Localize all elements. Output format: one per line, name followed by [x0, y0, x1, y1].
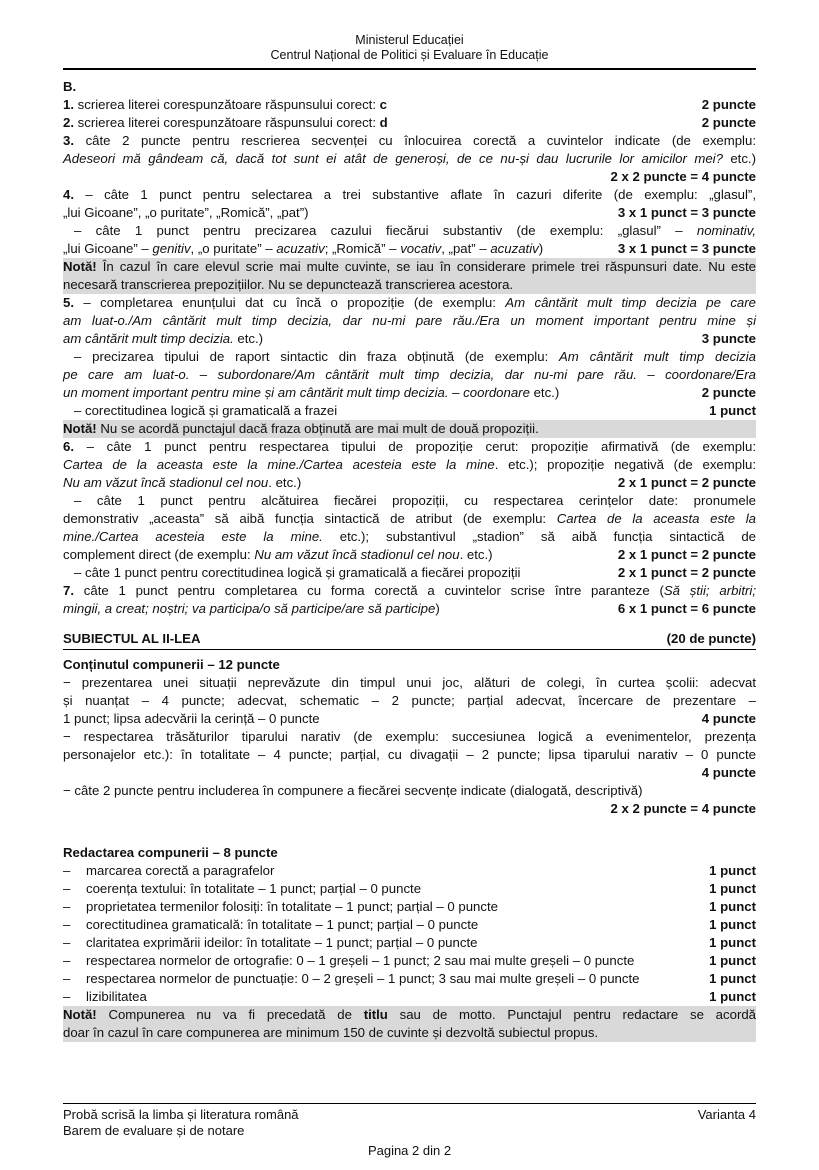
- line-text: [74, 402, 337, 420]
- text-segment: , „pat” –: [441, 241, 491, 256]
- points-segment: 3 puncte: [701, 331, 756, 346]
- points-segment: 2 x 1 punct = 2 puncte: [617, 475, 756, 490]
- text-line: [63, 528, 756, 546]
- text-segment: câte 1 punct pentru completarea cu forma corectă a cuvintelor scrise între paranteze (: [74, 583, 664, 598]
- text-line: [63, 402, 756, 420]
- text-segment: − prezentarea unei situații neprevăzute din timpul unui joc, alături de colegi, în curtea școlii: adecvat: [63, 675, 756, 690]
- points-segment: 1 punct: [709, 935, 756, 950]
- text-segment: sau de motto. Punctajul pentru redactare se acordă: [387, 1007, 757, 1022]
- points-label: [703, 988, 756, 1006]
- text-line: [63, 258, 756, 276]
- spacer: [63, 618, 756, 630]
- points-segment: 1 punct: [709, 899, 756, 914]
- line-text: [63, 880, 421, 898]
- text-segment: lizibilitatea: [86, 989, 147, 1004]
- text-segment: ; „Romică” –: [324, 241, 401, 256]
- text-line: [63, 150, 756, 168]
- line-text: [63, 952, 634, 970]
- footer-exam-title: Probă scrisă la limba și literatura română: [63, 1107, 299, 1122]
- text-line: [63, 692, 756, 710]
- text-line: [63, 710, 756, 728]
- points-label: [612, 474, 756, 492]
- text-segment: – precizarea tipului de raport sintactic din fraza obținută (de exemplu:: [74, 349, 560, 364]
- text-segment: 2 x 2 puncte = 4 puncte: [610, 169, 756, 184]
- text-segment: – câte 1 punct pentru alcătuirea fiecărei propoziții, cu respectarea cerințelor date: pronumele: [74, 493, 756, 508]
- text-segment: – câte 1 punct pentru respectarea tipului de propoziție cerut: propoziție afirmativă (de exemplu:: [74, 439, 756, 454]
- paragraph-block: [63, 844, 756, 1006]
- text-segment: scrierea literei corespunzătoare răspunsului corect:: [74, 97, 380, 112]
- text-segment: – câte 1 punct pentru corectitudinea logică și gramaticală a fiecărei propoziții: [74, 565, 521, 580]
- line-text: [63, 474, 301, 492]
- list-dash: –: [63, 953, 71, 968]
- text-segment: Conținutul compunerii – 12 puncte: [63, 657, 280, 672]
- text-segment: 1.: [63, 97, 74, 112]
- text-segment: titlu: [363, 1007, 388, 1022]
- text-line: [63, 600, 756, 618]
- section-points: [667, 630, 756, 648]
- line-text: [74, 564, 520, 582]
- text-line: [63, 384, 756, 402]
- line-text: [63, 240, 543, 258]
- text-line: [63, 456, 756, 474]
- points-segment: 6 x 1 punct = 6 puncte: [617, 601, 756, 616]
- text-line: [63, 222, 756, 240]
- line-text: [63, 546, 493, 564]
- points-segment: 1 punct: [709, 989, 756, 1004]
- text-segment: 4 puncte: [701, 765, 756, 780]
- text-segment: 6.: [63, 439, 74, 454]
- line-text: [63, 114, 388, 132]
- paragraph-block: [63, 656, 756, 818]
- text-line: [63, 420, 756, 438]
- text-segment: Cartea de la aceasta este la: [556, 511, 756, 526]
- note-block: [63, 258, 756, 294]
- text-segment: 7.: [63, 583, 74, 598]
- footer-doc-type: Barem de evaluare și de notare: [63, 1123, 245, 1138]
- text-segment: etc.); substantivul „stadion” să aibă funcția sintactică de: [322, 529, 756, 544]
- points-segment: 2 puncte: [701, 97, 756, 112]
- text-segment: demonstrativ „aceasta” să aibă funcția sintactică de atribut (de exemplu:: [63, 511, 557, 526]
- text-segment: – câte 1 punct pentru selectarea a trei substantive aflate în cazuri diferite (de exemplu: „glasul”,: [74, 187, 756, 202]
- text-line: [63, 728, 756, 746]
- text-segment: Compunerea nu va fi precedată de: [96, 1007, 364, 1022]
- text-segment: c: [379, 97, 388, 112]
- line-text: [63, 204, 309, 222]
- text-segment: Cartea de la aceasta este la mine./Cartea acesteia este la mine: [63, 457, 495, 472]
- line-text: [63, 600, 440, 618]
- line-text: [63, 862, 274, 880]
- points-segment: 2 puncte: [701, 385, 756, 400]
- list-dash: –: [63, 971, 71, 986]
- text-segment: câte 2 puncte pentru rescrierea secvenței cu înlocuirea corectă a cuvintelor indicate (de exemplu:: [74, 133, 756, 148]
- line-text: [63, 384, 559, 402]
- text-line: [63, 898, 756, 916]
- text-segment: ): [435, 601, 440, 616]
- points-segment: 1 punct: [709, 881, 756, 896]
- text-segment: corectitudinea gramaticală: în totalitate – 1 punct; parțial – 0 puncte: [86, 917, 479, 932]
- header-center: Centrul Național de Politici și Evaluare în Educație: [270, 48, 549, 62]
- text-segment: − câte 2 puncte pentru includerea în compunere a fiecărei secvențe indicate (dialogată, descriptivă): [63, 783, 643, 798]
- line-text: [63, 988, 147, 1006]
- text-line: [63, 438, 756, 456]
- text-line: [63, 204, 756, 222]
- list-dash: –: [63, 899, 71, 914]
- points-segment: 1 punct: [709, 917, 756, 932]
- line-text: [63, 710, 320, 728]
- points-label: [703, 970, 756, 988]
- text-segment: claritatea exprimării ideilor: în totalitate – 1 punct; parțial – 0 puncte: [86, 935, 478, 950]
- text-line: [63, 348, 756, 366]
- text-segment: – corectitudinea logică și gramaticală a frazei: [74, 403, 338, 418]
- list-dash: –: [63, 881, 71, 896]
- points-segment: 1 punct: [709, 403, 756, 418]
- text-segment: B.: [63, 79, 77, 94]
- points-segment: 2 puncte: [701, 115, 756, 130]
- footer-row: [63, 1107, 756, 1123]
- page-footer: [63, 1103, 756, 1159]
- text-line: [63, 330, 756, 348]
- text-segment: mine./Cartea acesteia este la mine.: [63, 529, 323, 544]
- text-line: [63, 844, 756, 862]
- line-text: [63, 96, 387, 114]
- text-segment: – completarea enunțului dat cu încă o propoziție (de exemplu:: [74, 295, 506, 310]
- text-segment: . etc.); propoziție negativă (de exemplu:: [494, 457, 756, 472]
- text-segment: necesară transcrierea prepozițiilor. Nu se depunctează transcrierea acestora.: [63, 277, 514, 292]
- text-segment: Notă!: [63, 259, 97, 274]
- text-segment: personajelor etc.): în totalitate – 4 puncte; parțial, cu divagații – 2 puncte; lipsa tiparului narativ – 0 puncte: [63, 747, 756, 762]
- text-segment: doar în cazul în care compunerea are minimum 150 de cuvinte și dezvoltă subiectul propus.: [63, 1025, 599, 1040]
- text-segment: coerența textului: în totalitate – 1 punct; parțial – 0 puncte: [86, 881, 422, 896]
- text-segment: 5.: [63, 295, 74, 310]
- section-heading: [63, 630, 756, 650]
- points-segment: 2 x 1 punct = 2 puncte: [617, 547, 756, 562]
- text-line: [63, 1024, 756, 1042]
- page-header: [63, 0, 756, 70]
- text-segment: , „o puritate” –: [190, 241, 277, 256]
- points-label: [612, 204, 756, 222]
- text-segment: Adeseori mă gândeam că, dacă tot sunt ei atât de generoși, de ce nu-și dau lucrurile lor amicilor mei?: [63, 151, 723, 166]
- text-segment: complement direct (de exemplu:: [63, 547, 255, 562]
- points-label: [696, 96, 756, 114]
- text-segment: am cântărit mult timp decizia.: [63, 331, 234, 346]
- section-title: [63, 630, 201, 648]
- points-segment: 3 x 1 punct = 3 puncte: [617, 241, 756, 256]
- text-segment: acuzativ: [276, 241, 325, 256]
- points-label: [703, 916, 756, 934]
- points-segment: (20 de puncte): [666, 631, 756, 646]
- text-segment: etc.): [722, 151, 756, 166]
- text-segment: Nu am văzut încă stadionul cel nou: [63, 475, 269, 490]
- text-line: [63, 862, 756, 880]
- text-segment: vocativ: [400, 241, 442, 256]
- text-line: [63, 510, 756, 528]
- text-line: [63, 880, 756, 898]
- text-line: [63, 916, 756, 934]
- text-segment: . etc.): [268, 475, 302, 490]
- text-line: [63, 988, 756, 1006]
- text-segment: „lui Gicoane”, „o puritate”, „Romică”, „pat”): [63, 205, 309, 220]
- text-line: [63, 582, 756, 600]
- text-segment: acuzativ: [490, 241, 539, 256]
- text-segment: nominativ,: [696, 223, 756, 238]
- text-line: [63, 276, 756, 294]
- footer-page-number: Pagina 2 din 2: [367, 1143, 452, 1158]
- text-line: [63, 366, 756, 384]
- list-dash: –: [63, 989, 71, 1004]
- text-line: [63, 492, 756, 510]
- text-segment: 4.: [63, 187, 74, 202]
- points-segment: 1 punct: [709, 971, 756, 986]
- text-line: [63, 782, 756, 800]
- text-line: [63, 656, 756, 674]
- footer-variant: Varianta 4: [697, 1107, 756, 1122]
- text-segment: respectarea normelor de ortografie: 0 – 1 greșeli – 1 punct; 2 sau mai multe greșeli – 0 puncte: [86, 953, 635, 968]
- points-label: [703, 952, 756, 970]
- text-segment: Am cântărit mult timp decizia: [559, 349, 756, 364]
- text-segment: Nu am văzut încă stadionul cel nou: [254, 547, 460, 562]
- text-segment: 3.: [63, 133, 74, 148]
- text-segment: − respectarea trăsăturilor tiparului narativ (de exemplu: succesiunea logică a evenimentelor, prezența: [63, 729, 756, 744]
- text-line: [63, 970, 756, 988]
- text-segment: Notă!: [63, 1007, 97, 1022]
- points-label: [612, 564, 756, 582]
- text-line: [63, 312, 756, 330]
- points-label: [703, 880, 756, 898]
- text-line: [63, 168, 756, 186]
- text-segment: Notă!: [63, 421, 97, 436]
- text-segment: „lui Gicoane” –: [63, 241, 153, 256]
- text-segment: un moment important pentru mine și am cântărit mult timp decizia. – coordonare: [63, 385, 530, 400]
- text-line: [63, 746, 756, 764]
- text-line: [63, 186, 756, 204]
- points-label: [703, 934, 756, 952]
- text-segment: etc.): [529, 385, 560, 400]
- text-segment: 1 punct; lipsa adecvării la cerință – 0 puncte: [63, 711, 320, 726]
- spacer: [63, 818, 756, 844]
- text-segment: și nuanțat – 4 puncte; adecvat, schematic – 2 puncte; parțial adecvat, încercare de prezentare –: [63, 693, 756, 708]
- text-segment: . etc.): [459, 547, 493, 562]
- paragraph-block: [63, 78, 756, 258]
- text-line: [63, 294, 756, 312]
- document-body: [63, 78, 756, 1042]
- points-label: [703, 898, 756, 916]
- paragraph-block: [63, 294, 756, 420]
- text-segment: am luat-o./Am cântărit mult timp decizia, dar nu-mi pare rău./Era un moment important pentru mine și: [63, 313, 756, 328]
- text-segment: respectarea normelor de punctuație: 0 – 2 greșeli – 1 punct; 3 sau mai multe greșeli – 0 puncte: [86, 971, 640, 986]
- text-line: [63, 952, 756, 970]
- text-line: [63, 1006, 756, 1024]
- text-segment: Redactarea compunerii – 8 puncte: [63, 845, 278, 860]
- text-segment: ): [538, 241, 544, 256]
- text-segment: Nu se acordă punctajul dacă fraza obținută are mai mult de două propoziții.: [96, 421, 539, 436]
- text-segment: Am cântărit mult timp decizia pe care: [505, 295, 756, 310]
- text-line: [63, 78, 756, 96]
- text-line: [63, 764, 756, 782]
- points-label: [612, 240, 756, 258]
- note-block: [63, 420, 756, 438]
- note-block: [63, 1006, 756, 1042]
- points-label: [696, 114, 756, 132]
- text-segment: SUBIECTUL AL II-LEA: [63, 631, 201, 646]
- text-segment: scrierea literei corespunzătoare răspunsului corect:: [74, 115, 380, 130]
- list-dash: –: [63, 917, 71, 932]
- points-segment: 4 puncte: [701, 711, 756, 726]
- text-segment: marcarea corectă a paragrafelor: [86, 863, 275, 878]
- header-ministry: Ministerul Educației: [355, 33, 464, 47]
- points-label: [703, 862, 756, 880]
- text-line: [63, 564, 756, 582]
- points-segment: 2 x 1 punct = 2 puncte: [617, 565, 756, 580]
- points-label: [612, 600, 756, 618]
- text-segment: 2 x 2 puncte = 4 puncte: [610, 801, 756, 816]
- text-segment: genitiv: [152, 241, 191, 256]
- text-line: [63, 114, 756, 132]
- text-line: [63, 800, 756, 818]
- text-segment: – câte 1 punct pentru precizarea cazului fiecărui substantiv (de exemplu: „glasul” –: [74, 223, 697, 238]
- text-segment: 2.: [63, 115, 74, 130]
- paragraph-block: [63, 438, 756, 618]
- points-label: [612, 546, 756, 564]
- text-line: [63, 132, 756, 150]
- points-label: [703, 402, 756, 420]
- points-label: [696, 330, 756, 348]
- list-dash: –: [63, 935, 71, 950]
- list-dash: –: [63, 863, 71, 878]
- text-line: [63, 934, 756, 952]
- text-segment: Să știi; arbitri;: [663, 583, 756, 598]
- text-line: [63, 546, 756, 564]
- text-line: [63, 474, 756, 492]
- points-segment: 1 punct: [709, 953, 756, 968]
- points-label: [696, 384, 756, 402]
- text-segment: mingii, a creat; noștri; va participa/o să participe/are să participe: [63, 601, 436, 616]
- text-segment: etc.): [233, 331, 264, 346]
- points-segment: 1 punct: [709, 863, 756, 878]
- line-text: [63, 934, 477, 952]
- text-segment: În cazul în care elevul scrie mai multe cuvinte, se iau în considerare primele trei răspunsuri date. Nu este: [96, 259, 756, 274]
- text-line: [63, 674, 756, 692]
- line-text: [63, 970, 639, 988]
- text-segment: pe care am luat-o. – subordonare/Am cântărit mult timp decizia, dar nu-mi pare rău. – coordonare/Era: [63, 367, 756, 382]
- line-text: [63, 916, 478, 934]
- line-text: [63, 330, 263, 348]
- text-segment: d: [379, 115, 388, 130]
- points-segment: 3 x 1 punct = 3 puncte: [617, 205, 756, 220]
- text-line: [63, 240, 756, 258]
- line-text: [63, 898, 498, 916]
- text-segment: proprietatea termenilor folosiți: în totalitate – 1 punct; parțial – 0 puncte: [86, 899, 498, 914]
- text-line: [63, 96, 756, 114]
- points-label: [696, 710, 756, 728]
